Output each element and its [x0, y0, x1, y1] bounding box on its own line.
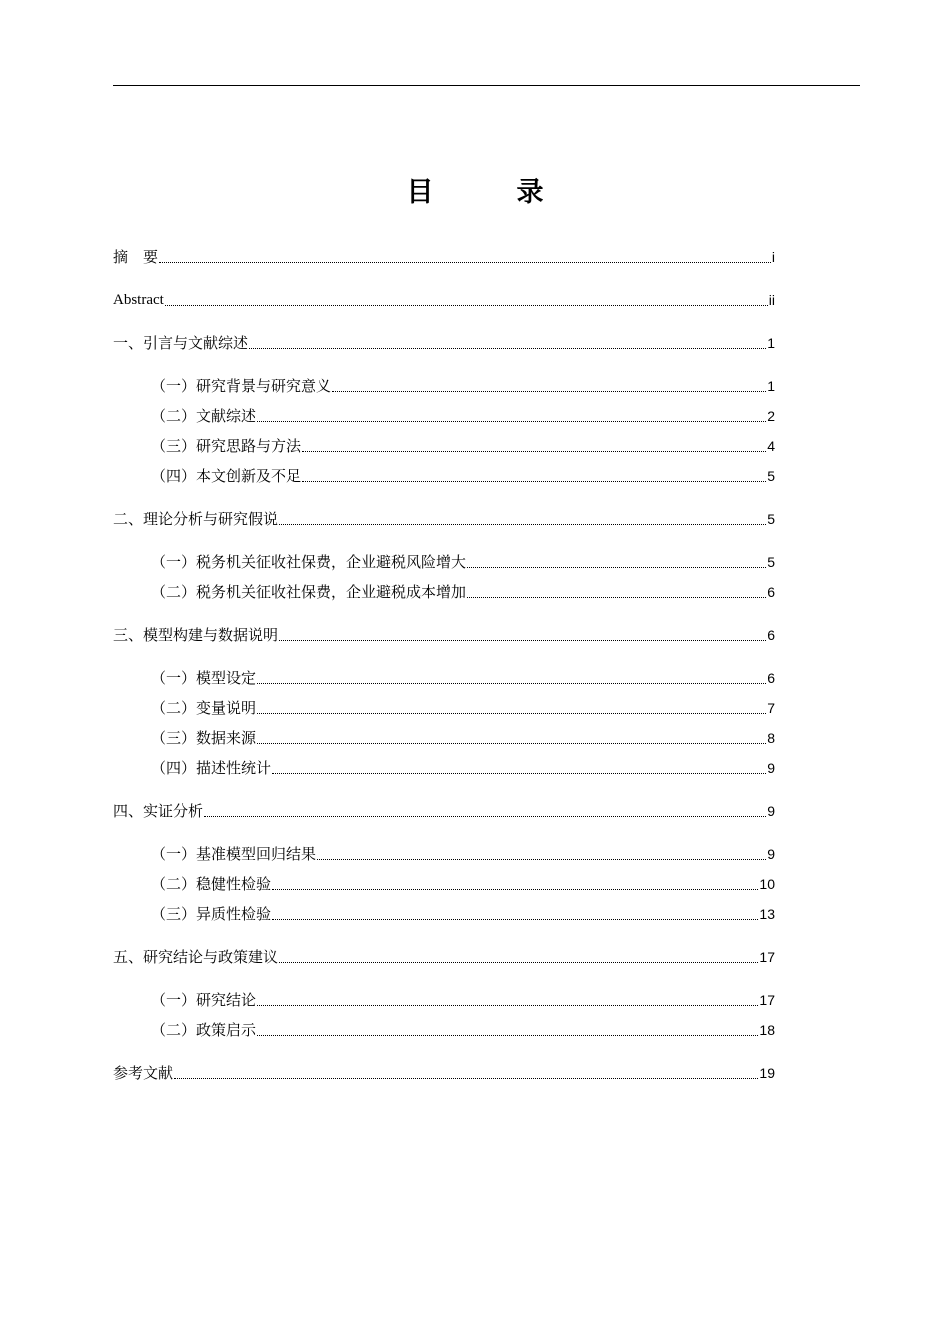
toc-entry[interactable]	[113, 246, 775, 268]
toc-entry-label: 四、实证分析	[113, 802, 204, 820]
dot-leader	[279, 524, 766, 525]
toc-entry-page: 5	[767, 554, 775, 570]
dot-leader	[302, 451, 766, 452]
toc-entry[interactable]	[151, 989, 775, 1011]
toc-entry-page: 13	[759, 906, 775, 922]
toc-entry[interactable]	[151, 375, 775, 397]
page-title: 目 录	[406, 177, 572, 208]
toc-entry-page: 4	[767, 438, 775, 454]
toc-entry-label: （一）研究背景与研究意义	[151, 377, 332, 395]
toc-entry-label: （三）异质性检验	[151, 905, 272, 923]
dot-leader	[332, 391, 766, 392]
toc-entry[interactable]	[151, 465, 775, 487]
toc-entry-page: 10	[759, 876, 775, 892]
toc-entry-label: （一）研究结论	[151, 991, 257, 1009]
toc-entry-page: 9	[767, 760, 775, 776]
toc-entry[interactable]	[113, 289, 775, 311]
toc-entry-label: （一）基准模型回归结果	[151, 845, 317, 863]
toc-entry-page: 19	[759, 1065, 775, 1081]
dot-leader	[249, 348, 766, 349]
toc-entry-label: 参考文献	[113, 1064, 174, 1082]
toc-entry[interactable]	[151, 1019, 775, 1041]
dot-leader	[159, 262, 771, 263]
toc-entry-label: （一）模型设定	[151, 669, 257, 687]
toc-entry[interactable]	[151, 667, 775, 689]
toc-entry-page: 2	[767, 408, 775, 424]
dot-leader	[204, 816, 766, 817]
toc-entry-page: 5	[767, 511, 775, 527]
dot-leader	[257, 421, 766, 422]
toc-entry-page: 9	[767, 803, 775, 819]
toc-entry-label: 二、理论分析与研究假说	[113, 510, 279, 528]
dot-leader	[467, 597, 766, 598]
toc-entry[interactable]	[151, 903, 775, 925]
toc-entry-label: （四）本文创新及不足	[151, 467, 302, 485]
toc-entry-label: （四）描述性统计	[151, 759, 272, 777]
toc-entry[interactable]	[113, 800, 775, 822]
toc-entry[interactable]	[151, 435, 775, 457]
dot-leader	[257, 1005, 758, 1006]
toc-entry-label: （二）文献综述	[151, 407, 257, 425]
toc-entry-page: ii	[768, 292, 775, 308]
toc-entry-page: i	[771, 249, 775, 265]
dot-leader	[272, 889, 758, 890]
toc-entry[interactable]	[151, 843, 775, 865]
dot-leader	[165, 305, 768, 306]
toc-entry-label: 三、模型构建与数据说明	[113, 626, 279, 644]
dot-leader	[467, 567, 766, 568]
dot-leader	[272, 919, 758, 920]
toc-entry-label: （二）税务机关征收社保费，企业避税成本增加	[151, 583, 467, 601]
dot-leader	[257, 713, 766, 714]
toc-entry[interactable]	[113, 332, 775, 354]
toc-entry-page: 6	[767, 670, 775, 686]
toc-entry-label: 摘 要	[113, 248, 159, 266]
toc-entry-label: 五、研究结论与政策建议	[113, 948, 279, 966]
toc-entry-label: （一）税务机关征收社保费，企业避税风险增大	[151, 553, 467, 571]
toc-entry[interactable]	[151, 581, 775, 603]
toc-entry[interactable]	[151, 757, 775, 779]
toc-entry-page: 7	[767, 700, 775, 716]
toc-entry-label: （二）变量说明	[151, 699, 257, 717]
dot-leader	[302, 481, 766, 482]
toc-entry-page: 17	[759, 949, 775, 965]
toc-entry-page: 1	[767, 378, 775, 394]
toc-entry[interactable]	[113, 508, 775, 530]
toc-entry[interactable]	[151, 873, 775, 895]
toc-entry[interactable]	[113, 946, 775, 968]
toc-entry-label: （三）研究思路与方法	[151, 437, 302, 455]
dot-leader	[279, 640, 766, 641]
toc-entry-label: Abstract	[113, 292, 164, 308]
toc-entry-page: 5	[767, 468, 775, 484]
toc-entry-page: 1	[767, 335, 775, 351]
toc-entry-page: 18	[759, 1022, 775, 1038]
toc-entry-label: （三）数据来源	[151, 729, 257, 747]
dot-leader	[317, 859, 766, 860]
toc-entry-label: （二）政策启示	[151, 1021, 257, 1039]
dot-leader	[257, 683, 766, 684]
toc-entry[interactable]	[151, 551, 775, 573]
toc-entry-page: 17	[759, 992, 775, 1008]
dot-leader	[272, 773, 766, 774]
toc-entry[interactable]	[151, 727, 775, 749]
toc-entry[interactable]	[113, 1062, 775, 1084]
toc-entry[interactable]	[113, 624, 775, 646]
toc-entry-page: 8	[767, 730, 775, 746]
toc-entry[interactable]	[151, 405, 775, 427]
dot-leader	[257, 743, 766, 744]
toc-entry[interactable]	[151, 697, 775, 719]
header-rule	[113, 85, 860, 86]
toc-entry-page: 6	[767, 584, 775, 600]
toc-entry-page: 6	[767, 627, 775, 643]
dot-leader	[257, 1035, 758, 1036]
toc-entry-page: 9	[767, 846, 775, 862]
dot-leader	[279, 962, 758, 963]
dot-leader	[174, 1078, 758, 1079]
toc-entry-label: （二）稳健性检验	[151, 875, 272, 893]
toc-entry-label: 一、引言与文献综述	[113, 334, 249, 352]
